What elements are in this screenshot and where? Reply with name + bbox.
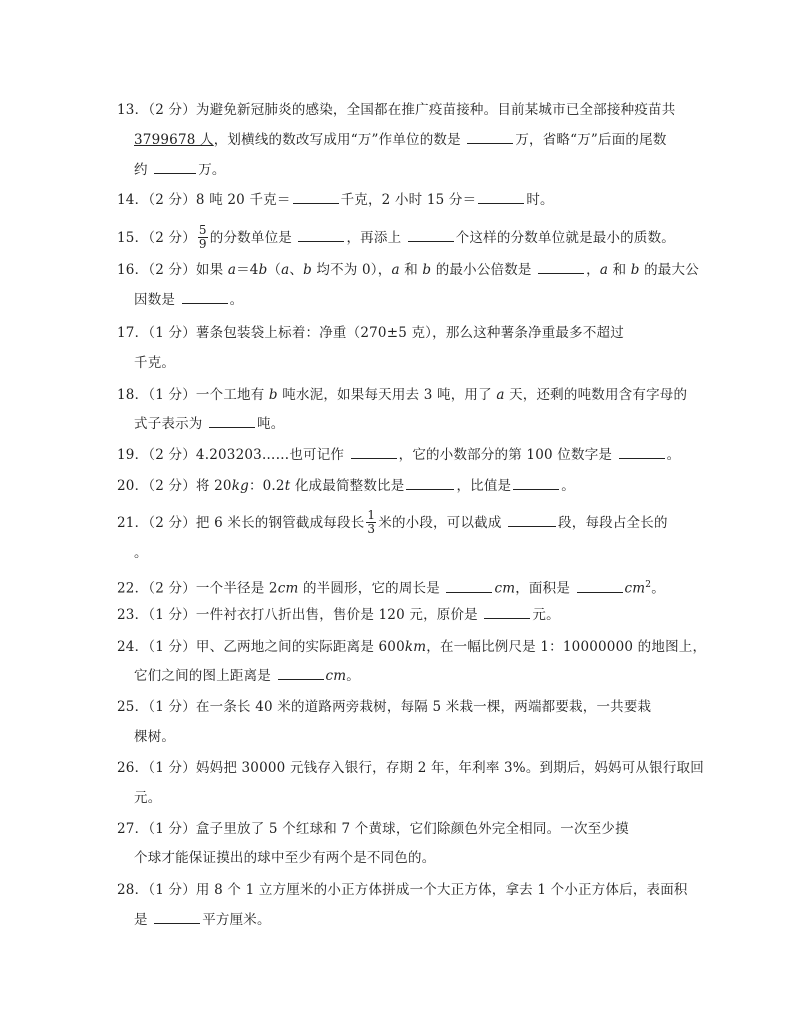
question-19: 19．（2 分）4.203203……也可记作 ，它的小数部分的第 100 位数字是 。 [117, 447, 681, 463]
answer-blank[interactable] [154, 910, 200, 924]
answer-blank[interactable] [351, 445, 397, 459]
answer-blank[interactable] [408, 228, 454, 242]
question-28-line-2: 是 平方厘米。 [134, 912, 271, 928]
answer-blank[interactable] [182, 290, 228, 304]
question-18-line-2: 式子表示为 吨。 [134, 416, 285, 432]
question-26: 26．（1 分）妈妈把 30000 元钱存入银行，存期 2 年，年利率 3%。到期后，妈妈可从银行取回 [117, 760, 704, 776]
question-24-line-2: 它们之间的图上距离是 cm。 [134, 668, 360, 684]
question-17-line-2: 千克。 [134, 355, 176, 371]
answer-blank[interactable] [513, 476, 559, 490]
answer-blank[interactable] [293, 190, 339, 204]
answer-blank[interactable] [619, 445, 665, 459]
question-28: 28．（1 分）用 8 个 1 立方厘米的小正方体拼成一个大正方体，拿去 1 个小正方体后，表面积 [117, 882, 688, 898]
question-21: 21．（2 分）把 6 米长的钢管截成每段长 $\frac{1}{3}$ 米的小段，可以截成 段，每段占全长的 [117, 508, 668, 536]
question-21-line-2: 。 [134, 545, 148, 561]
question-17: 17．（1 分）薯条包装袋上标着：净重（270±5 克），那么这种薯条净重最多不超过 [117, 325, 624, 341]
question-23: 23．（1 分）一件衬衣打八折出售，售价是 120 元，原价是 元。 [117, 607, 560, 623]
answer-blank[interactable] [467, 130, 513, 144]
underlined-number: 3799678 人 [134, 132, 214, 148]
question-27-line-2: 个球才能保证摸出的球中至少有两个是不同色的。 [134, 850, 436, 866]
answer-blank[interactable] [406, 476, 454, 490]
question-13-line-3: 约 万。 [134, 162, 226, 178]
question-18: 18．（1 分）一个工地有 b 吨水泥，如果每天用去 3 吨，用了 a 天，还剩的吨数用含有字母的 [117, 387, 688, 403]
answer-blank[interactable] [298, 228, 344, 242]
question-16: 16．（2 分）如果 a＝4b（a、b 均不为 0），a 和 b 的最小公倍数是 ，a 和 b 的最大公 [117, 262, 699, 278]
question-27: 27．（1 分）盒子里放了 5 个红球和 7 个黄球，它们除颜色外完全相同。一次至少摸 [117, 821, 629, 837]
answer-blank[interactable] [154, 160, 196, 174]
answer-blank[interactable] [278, 666, 324, 680]
question-25-line-2: 棵树。 [134, 729, 176, 745]
answer-blank[interactable] [484, 605, 530, 619]
question-14: 14．（2 分）8 吨 20 千克＝ 千克，2 小时 15 分＝ 时。 [117, 192, 554, 208]
answer-blank[interactable] [478, 190, 524, 204]
question-16-line-2: 因数是 。 [134, 292, 244, 308]
question-22: 22．（2 分）一个半径是 2cm 的半圆形，它的周长是 cm，面积是 $cm^2$。 [117, 580, 665, 597]
answer-blank[interactable] [446, 579, 492, 593]
answer-blank[interactable] [508, 513, 556, 527]
fraction: $\frac{1}{3}$ [367, 508, 376, 536]
question-13: 13．（2 分）为避免新冠肺炎的感染，全国都在推广疫苗接种。目前某城市已全部接种疫苗共 [117, 102, 676, 118]
answer-blank[interactable] [538, 260, 584, 274]
question-13-line-2: 3799678 人，划横线的数改写成用“万”作单位的数是 万，省略“万”后面的尾数 [134, 132, 667, 148]
answer-blank[interactable] [209, 414, 255, 428]
fraction: $\frac{5}{9}$ [198, 223, 207, 251]
answer-blank[interactable] [577, 579, 623, 593]
question-15: 15．（2 分） $\frac{5}{9}$ 的分数单位是 ，再添上 个这样的分数单位就是最小的质数。 [117, 223, 675, 251]
question-24: 24．（1 分）甲、乙两地之间的实际距离是 600km，在一幅比例尺是 1：10000000 的地图上， [117, 639, 707, 655]
question-20: 20．（2 分）将 20kg：0.2t 化成最简整数比是 ，比值是 。 [117, 478, 575, 494]
question-25: 25．（1 分）在一条长 40 米的道路两旁栽树，每隔 5 米栽一棵，两端都要栽，一共要栽 [117, 699, 652, 715]
question-26-line-2: 元。 [134, 790, 162, 806]
